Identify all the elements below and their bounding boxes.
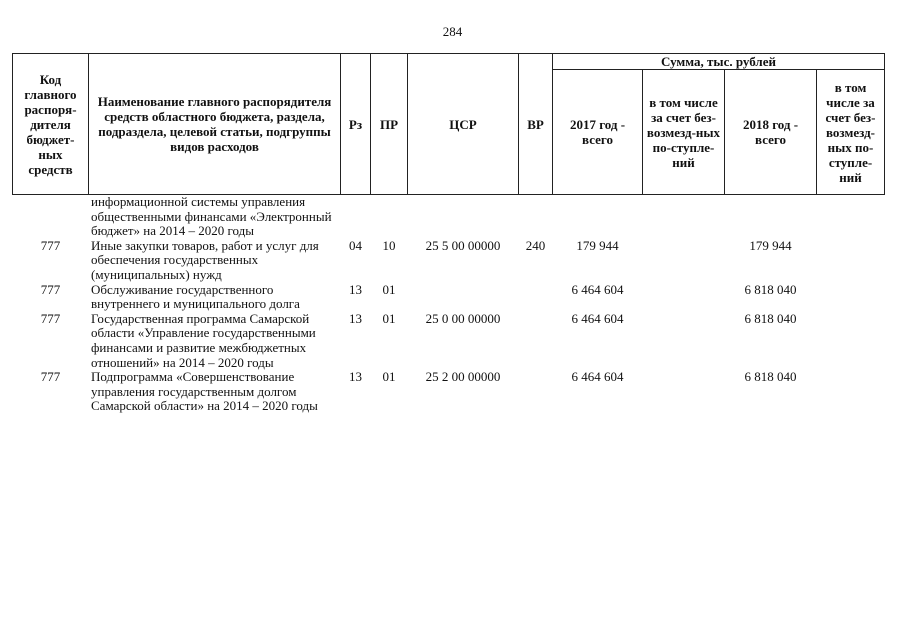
header-code: Код главного распоря-дителя бюджет-ных средств [13, 54, 89, 195]
header-2018-free: в том числе за счет без-возмезд-ных по-ступле-ний [817, 70, 885, 195]
row-2018-total: 179 944 [749, 237, 792, 253]
row-pr: 01 [382, 310, 396, 326]
row-2017-total: 179 944 [576, 237, 619, 253]
row-rz: 04 [349, 237, 362, 253]
row-csr: 25 2 00 00000 [425, 369, 501, 385]
row-2017-free [643, 370, 725, 414]
row-pr [371, 195, 408, 239]
row-rz: 13 [349, 310, 362, 326]
row-2018-total: 6 818 040 [744, 369, 797, 385]
row-code: 777 [40, 310, 61, 326]
row-vr [519, 312, 553, 370]
row-code: 777 [40, 281, 61, 297]
header-vr: ВР [519, 54, 553, 195]
row-2017-free [643, 312, 725, 370]
row-rz: 13 [349, 281, 362, 297]
row-2018-free [817, 283, 885, 312]
row-code: 777 [40, 237, 61, 253]
row-csr: 25 5 00 00000 [425, 237, 501, 253]
header-rz: Рз [341, 54, 371, 195]
row-vr [519, 283, 553, 312]
row-rz [341, 195, 371, 239]
page-number: 284 [442, 24, 463, 39]
table-header [13, 54, 885, 195]
table-row [13, 239, 885, 283]
row-2017-free [643, 239, 725, 283]
header-name: Наименование главного распорядителя средств областного бюджета, раздела, подраздела, целевой статьи, подгруппы видов расходов [89, 54, 341, 195]
row-csr [408, 195, 519, 239]
header-pr: ПР [371, 54, 408, 195]
table-body [13, 195, 885, 414]
table-row [13, 195, 885, 239]
row-name: информационной системы управления общественными финансами «Электронный бюджет» на 2014 – 2020 годы [91, 194, 332, 239]
row-2017-free [643, 195, 725, 239]
header-sum-group: Сумма, тыс. рублей [553, 54, 885, 70]
row-2018-total: 6 818 040 [744, 281, 797, 297]
row-vr: 240 [525, 237, 546, 253]
row-name: Подпрограмма «Совершенствование управления государственным долгом Самарской области» на 2014 – 2020 годы [91, 369, 318, 414]
header-2018-total: 2018 год - всего [725, 70, 817, 195]
row-pr: 01 [382, 369, 396, 385]
row-2018-total [725, 195, 817, 239]
header-2017-total: 2017 год - всего [553, 70, 643, 195]
row-code [13, 195, 89, 239]
table-row [13, 312, 885, 370]
row-vr [519, 370, 553, 414]
row-2018-free [817, 239, 885, 283]
row-name: Иные закупки товаров, работ и услуг для обеспечения государственных (муниципальных) нужд [91, 237, 319, 282]
budget-table [12, 53, 885, 414]
row-2017-total: 6 464 604 [571, 369, 624, 385]
row-rz: 13 [349, 369, 362, 385]
row-name: Государственная программа Самарской области «Управление государственными финансами и развитие межбюджетных отношений» на 2014 – 2020 годы [91, 310, 316, 370]
row-2017-total: 6 464 604 [571, 310, 624, 326]
row-2017-free [643, 283, 725, 312]
row-csr: 25 0 00 00000 [425, 310, 501, 326]
row-2018-free [817, 312, 885, 370]
row-vr [519, 195, 553, 239]
row-2018-free [817, 195, 885, 239]
table-row [13, 370, 885, 414]
row-2017-total [553, 195, 643, 239]
header-csr: ЦСР [408, 54, 519, 195]
row-code: 777 [40, 369, 61, 385]
row-pr: 01 [382, 281, 396, 297]
table-row [13, 283, 885, 312]
row-csr [408, 283, 519, 312]
row-2018-total: 6 818 040 [744, 310, 797, 326]
row-2018-free [817, 370, 885, 414]
row-2017-total: 6 464 604 [571, 281, 624, 297]
row-pr: 10 [382, 237, 396, 253]
header-2017-free: в том числе за счет без-возмезд-ных по-ступле-ний [643, 70, 725, 195]
row-name: Обслуживание государственного внутреннего и муниципального долга [91, 281, 300, 312]
